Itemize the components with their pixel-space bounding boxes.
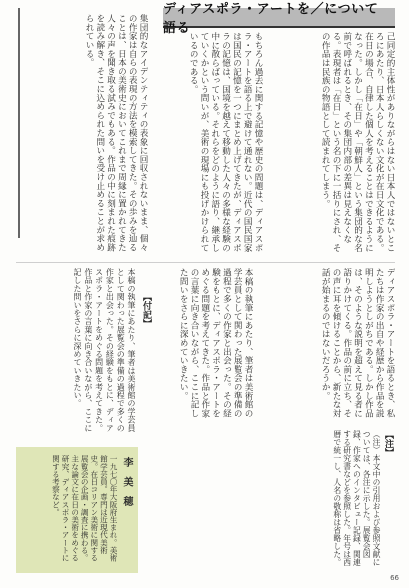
notes-heading: 【注】 — [383, 430, 393, 457]
appendix-heading: 【付記】 — [141, 292, 151, 328]
page-number: 66 — [390, 574, 399, 582]
appendix-text: 本稿の執筆にあたり、筆者は美術館の学芸員として関わった展覧会の準備の過程で多くの作家と出会った。その経験をもとに、ディアスポラ・アートをめぐる問題を考えてきた。作品と作家の言葉に向き合いながら、ここに記した問いをさらに深めていきたい。 — [73, 268, 136, 432]
article-title: ディアスポラ・アートを／について語る — [163, 2, 379, 36]
notes-text: （注）本文中の引用および参照文献については、各注に示した。展覧会図録、作家へのインタビュー記録、関連する研究書などを参照した。年号は西暦で統一し、人名の敬称は省略した。 — [332, 430, 381, 566]
body-text-bottom-middle: 本稿の執筆にあたり、筆者は美術館の学芸員として関わった展覧会の準備の過程で多くの作家と出会った。その経験をもとに、ディアスポラ・アートをめぐる問題を考えてきた。作品と作家の言葉に向き合いながら、ここに記した問いをさらに深めていきたい。 — [178, 268, 253, 418]
sidebar-rule — [18, 8, 20, 238]
author-bio: 一九七〇年大阪府生まれ。美術館学芸員。専門は近現代美術史。在日コリアン美術に関する展覧会の企画・調査に携わる。主な論文に在日の美術をめぐる研究、ディアスポラ・アートに関する考察など。 — [51, 455, 118, 562]
author-name: 李 美 穂 — [121, 457, 132, 509]
body-text-middle: もちろん過去に関する記憶や歴史の問題は、ディアスポラ・アートを語る上で避けて通れない。近代の国民国家は国民の記憶を一つにまとめ上げてきたが、ディアスポラの記憶は、国境を越えて移動した人々の多様な経験の中に散らばっている。それらをどのように語り、継承していくかという問いが、美術の現場にも投げかけられているのである。 — [188, 32, 263, 252]
article-title-bar — [163, 2, 395, 36]
divider — [16, 262, 395, 263]
body-text-bottom-right: ディアスポラ・アートを語るとき、私たちは作家の出自や経歴から作品を説明しようとしがちである。しかし作品は、そのような説明を超えて見る者に語りかけてくる。作品の前に立ち、その声に耳を傾けることから、新たな対話が始まるのではないだろうか。 — [320, 268, 395, 418]
body-text-left: 集団的なアイデンティティの表象に回収されないまま、個々の作家は自らの表現の方法を模索してきた。その歩みを辿ることは、日本の美術史においてこれまで周縁に置かれてきた人々の声を聞き取る試みでもある。作品の中に刻まれた痕跡を読み解き、そこに込められた問いを受け止めることが求められている。 — [84, 14, 148, 252]
body-text-right: 己同定的主体性がありながらはない日本人ではないところにあたり、日本人らしくない文化が在日文化である。在日の場合、自律した個人を考えることはできるようになった。しかし「在日」や「朝鮮人」という集団的な名前で呼ばれるとき、その集団内部の差異は見えなくなる。表現者は「在日」という名の下に一括りにされ、その作品は民族の物語として読まれてしまう。 — [320, 32, 395, 252]
author-bio-box — [16, 447, 138, 573]
